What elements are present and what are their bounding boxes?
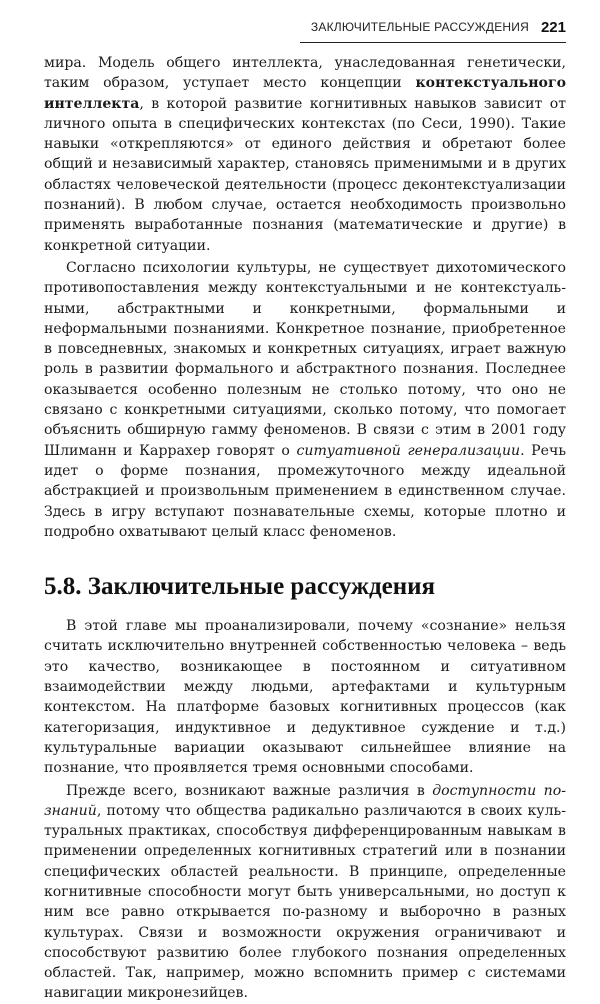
paragraph-text: мира. Модель общего интеллекта, унаследованная генетически, таким образом, уступает место концепции [44, 55, 566, 92]
running-title: ЗАКЛЮЧИТЕЛЬНЫЕ РАССУЖДЕНИЯ [310, 20, 529, 34]
section-heading: 5.8. Заключительные рассуждения [44, 573, 436, 601]
page-number: 221 [540, 18, 566, 36]
paragraph-text: В этой главе мы проанализировали, почему «сознание» нельзя считать исключительно внутренней собственностью человека – ведь это качество, возникающее в постоянном и ситуативном взаимодействии между людьми, артефактами и культурным контекстом. На платформе базовых когнитивных процессов (как категоризация, индуктивное и дедуктивное суждение и т.д.) культуральные вариации оказывают сильнейшее влияние на познание, что проявляется тремя основными способами. [44, 618, 566, 777]
paragraph-text: , потому что общества радикально различаются в своих культуральных практиках, способствуя дифференцированным навыкам в применении определенных когнитивных стратегий или в познании специфических областей реальности. В принципе, определенные когнитивные способности могут быть универсальными, но доступ к ним все равно открывается по-разному и выборочно в разных культурах. Связи и возможности окружения ограничивают и способствуют развитию более глубокого познания определенных областей. Так, например, можно вспомнить пример с системами навигации микронезийцев. [44, 802, 566, 1002]
paragraph-cultural-psychology [44, 258, 566, 542]
paragraph-accessibility [44, 781, 566, 1004]
paragraph-text: . Речь идет о форме познания, промежуточного между идеальной абстракцией и произвольным применением в единственном случае. Здесь в игру вступают познавательные схемы, которые плотно и подробно охватывают целый класс феноменов. [44, 442, 566, 540]
book-page [44, 14, 566, 1004]
bold-term: контекстуального интеллекта [44, 75, 566, 112]
italic-term: доступности познаний [44, 782, 566, 819]
paragraph-text: Согласно психологии культуры, не существует дихотомического противопоставления между контекстуальными и не контекстуальными, абстрактными и конкретными, формальными и неформальными познаниями. Конкретное познание, приобретенное в повседневных, знакомых и конкретных ситуациях, играет важную роль в развитии формального и абстрактного познания. Последнее оказывается особенно полезным не столько потому, что оно не связано с конкретными ситуациями, сколько потому, что помогает объяснить обширную гамму феноменов. В связи с этим в 2001 году Шлиманн и Каррахер говорят о [44, 259, 566, 459]
paragraph-text: , в которой развитие когнитивных навыков зависит от личного опыта в специфических контекстах (по Сеси, 1990). Такие навыки «открепляются» от единого действия и обретают более общий и независимый характер, становясь применимыми и в других областях человеческой деятельности (процесс деконтекстуализации познаний). В любом случае, остается необходимость произвольно применять выработанные познания (математические и другие) в конкретной ситуации. [44, 95, 566, 254]
italic-term: ситуативной генерализации [296, 442, 521, 459]
paragraph-intellect [44, 53, 566, 256]
paragraph-text: Прежде всего, возникают важные различия в [66, 782, 433, 799]
running-header [300, 14, 566, 43]
paragraph-chapter-summary [44, 616, 566, 778]
page-body [44, 53, 566, 1004]
